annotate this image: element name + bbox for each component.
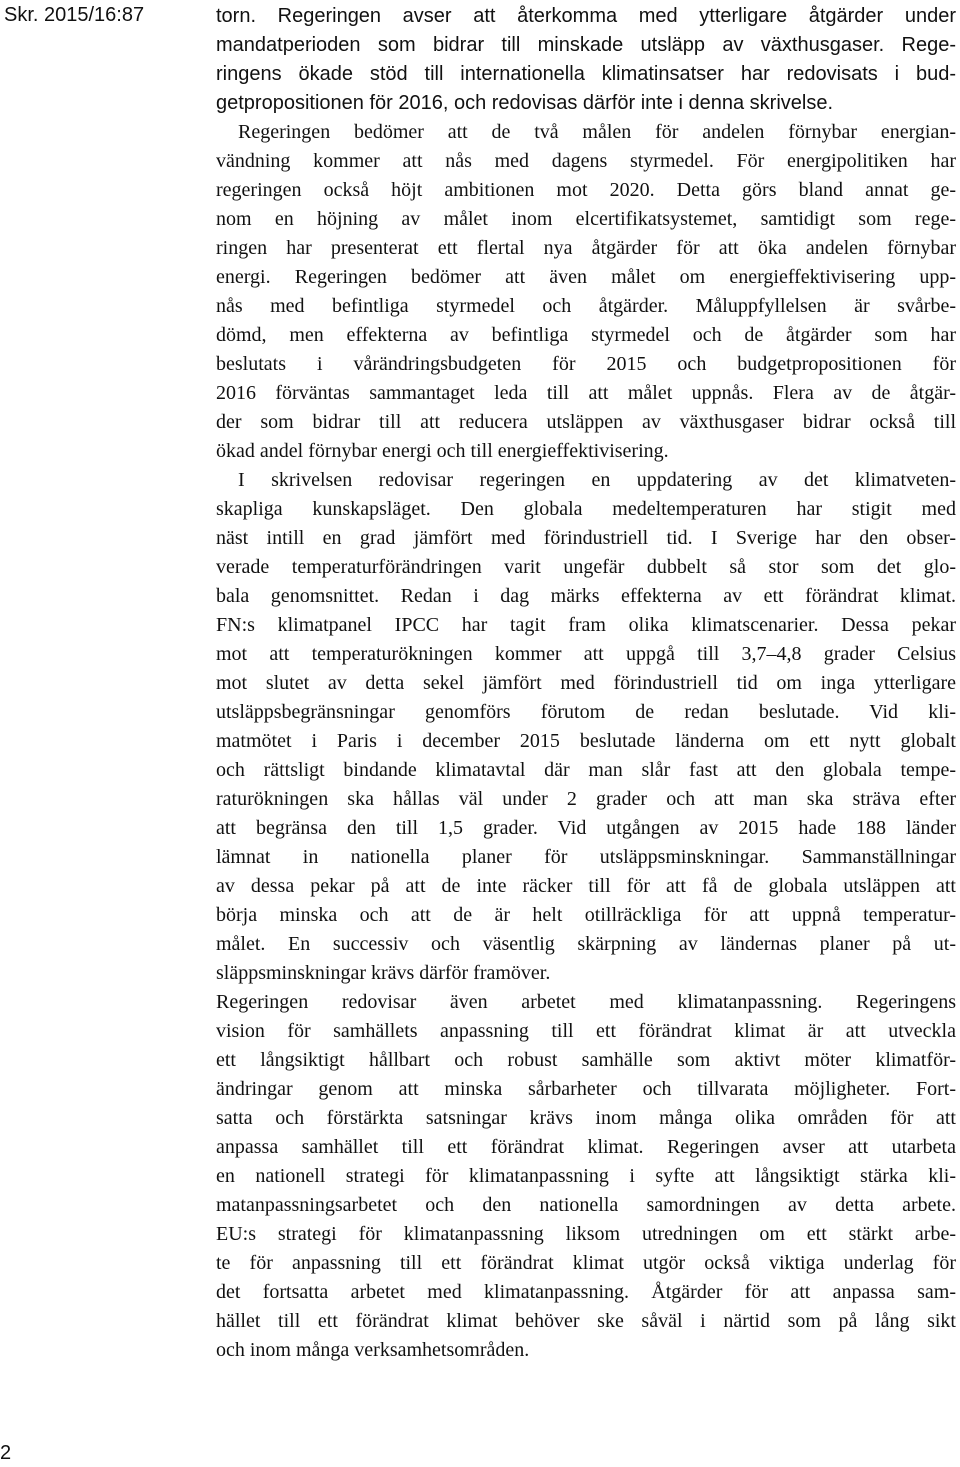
text-line: släppsminskningar krävs därför framöver. <box>216 962 551 984</box>
text-line: Regeringen redovisar även arbetet med klimatanpassning. Regeringens <box>216 991 956 1013</box>
text-line: och inom många verksamhetsområden. <box>216 1339 530 1361</box>
paragraph-2 <box>216 118 956 466</box>
text-line: ett långsiktigt hållbart och robust samhälle som aktivt möter klimatför- <box>216 1049 956 1071</box>
text-line: matanpassningsarbetet och den nationella samordningen av detta arbete. <box>216 1194 956 1216</box>
text-line: ändringar genom att minska sårbarheter och tillvarata möjligheter. Fort- <box>216 1078 956 1100</box>
text-line: mot att temperaturökningen kommer att uppgå till 3,7–4,8 grader Celsius <box>216 643 956 665</box>
text-line: att begränsa den till 1,5 grader. Vid utgången av 2015 hade 188 länder <box>216 817 956 839</box>
text-line: mandatperioden som bidrar till minskade utsläpp av växthusgaser. Rege- <box>216 34 956 56</box>
text-line: te för anpassning till ett förändrat klimat utgör också viktiga underlag för <box>216 1252 956 1274</box>
text-line: bala genomsnittet. Redan i dag märks effekterna av ett förändrat klimat. <box>216 585 956 607</box>
text-line: I skrivelsen redovisar regeringen en uppdatering av det klimatveten- <box>238 469 956 491</box>
text-line: verade temperaturförändringen varit ungefär dubbelt så stor som det glo- <box>216 556 956 578</box>
text-line: ringen har presenterat ett flertal nya åtgärder för att öka andelen förnybar <box>216 237 956 259</box>
text-line: EU:s strategi för klimatanpassning liksom utredningen om ett stärkt arbe- <box>216 1223 956 1245</box>
text-line: anpassa samhället till ett förändrat klimat. Regeringen avser att utarbeta <box>216 1136 956 1158</box>
text-line: nom en höjning av målet inom elcertifikatsystemet, samtidigt som rege- <box>216 208 956 230</box>
paragraph-4 <box>216 988 956 1365</box>
text-line: nås med befintliga styrmedel och åtgärder. Måluppfyllelsen är svårbe- <box>216 295 956 317</box>
text-line: utsläppsbegränsningar genomförs förutom de redan beslutade. Vid kli- <box>216 701 956 723</box>
text-line: FN:s klimatpanel IPCC har tagit fram olika klimatscenarier. Dessa pekar <box>216 614 956 636</box>
text-line: regeringen också höjt ambitionen mot 2020. Detta görs bland annat ge- <box>216 179 956 201</box>
page-number: 2 <box>0 1442 12 1464</box>
text-line: det fortsatta arbetet med klimatanpassning. Åtgärder för att anpassa sam- <box>216 1281 956 1303</box>
text-line: hället till ett förändrat klimat behöver ske såväl i närtid som på lång sikt <box>216 1310 956 1332</box>
paragraph-1 <box>216 2 956 118</box>
text-line: getpropositionen för 2016, och redovisas därför inte i denna skrivelse. <box>216 92 834 114</box>
body-text <box>216 2 956 1365</box>
text-line: torn. Regeringen avser att återkomma med ytterligare åtgärder under <box>216 5 956 27</box>
document-reference: Skr. 2015/16:87 <box>4 4 145 26</box>
text-line: dömd, men effekterna av befintliga styrmedel och de åtgärder som har <box>216 324 956 346</box>
text-line: målet. En successiv och väsentlig skärpning av ländernas planer på ut- <box>216 933 956 955</box>
text-line: vision för samhällets anpassning till ett förändrat klimat är att utveckla <box>216 1020 956 1042</box>
text-line: en nationell strategi för klimatanpassning i syfte att långsiktigt stärka kli- <box>216 1165 956 1187</box>
text-line: Regeringen bedömer att de två målen för andelen förnybar energian- <box>238 121 956 143</box>
text-line: ringens ökade stöd till internationella klimatinsatser har redovisats i bud- <box>216 63 956 85</box>
text-line: 2016 förväntas sammantaget leda till att målet uppnås. Flera av de åtgär- <box>216 382 956 404</box>
text-line: der som bidrar till att reducera utsläppen av växthusgaser bidrar också till <box>216 411 956 433</box>
text-line: skapliga kunskapsläget. Den globala medeltemperaturen har stigit med <box>216 498 956 520</box>
text-line: ökad andel förnybar energi och till energieffektivisering. <box>216 440 669 462</box>
text-line: satta och förstärkta satsningar krävs inom många olika områden för att <box>216 1107 956 1129</box>
text-line: mot slutet av detta sekel jämfört med förindustriell tid om inga ytterligare <box>216 672 956 694</box>
text-line: raturökningen ska hållas väl under 2 grader och att man ska sträva efter <box>216 788 956 810</box>
text-line: och rättsligt bindande klimatavtal där man slår fast att den globala tempe- <box>216 759 956 781</box>
text-line: börja minska och att de är helt otillräckliga för att uppnå temperatur- <box>216 904 956 926</box>
text-line: näst intill en grad jämfört med förindustriell tid. I Sverige har den obser- <box>216 527 956 549</box>
text-line: beslutats i vårändringsbudgeten för 2015 och budgetpropositionen för <box>216 353 956 375</box>
text-line: energi. Regeringen bedömer att även målet om energieffektivisering upp- <box>216 266 956 288</box>
text-line: lämnat in nationella planer för utsläppsminskningar. Sammanställningar <box>216 846 956 868</box>
text-line: av dessa pekar på att de inte räcker till för att få de globala utsläppen att <box>216 875 956 897</box>
text-line: matmötet i Paris i december 2015 beslutade länderna om ett nytt globalt <box>216 730 956 752</box>
text-line: vändning kommer att nås med dagens styrmedel. För energipolitiken har <box>216 150 956 172</box>
paragraph-3 <box>216 466 956 988</box>
